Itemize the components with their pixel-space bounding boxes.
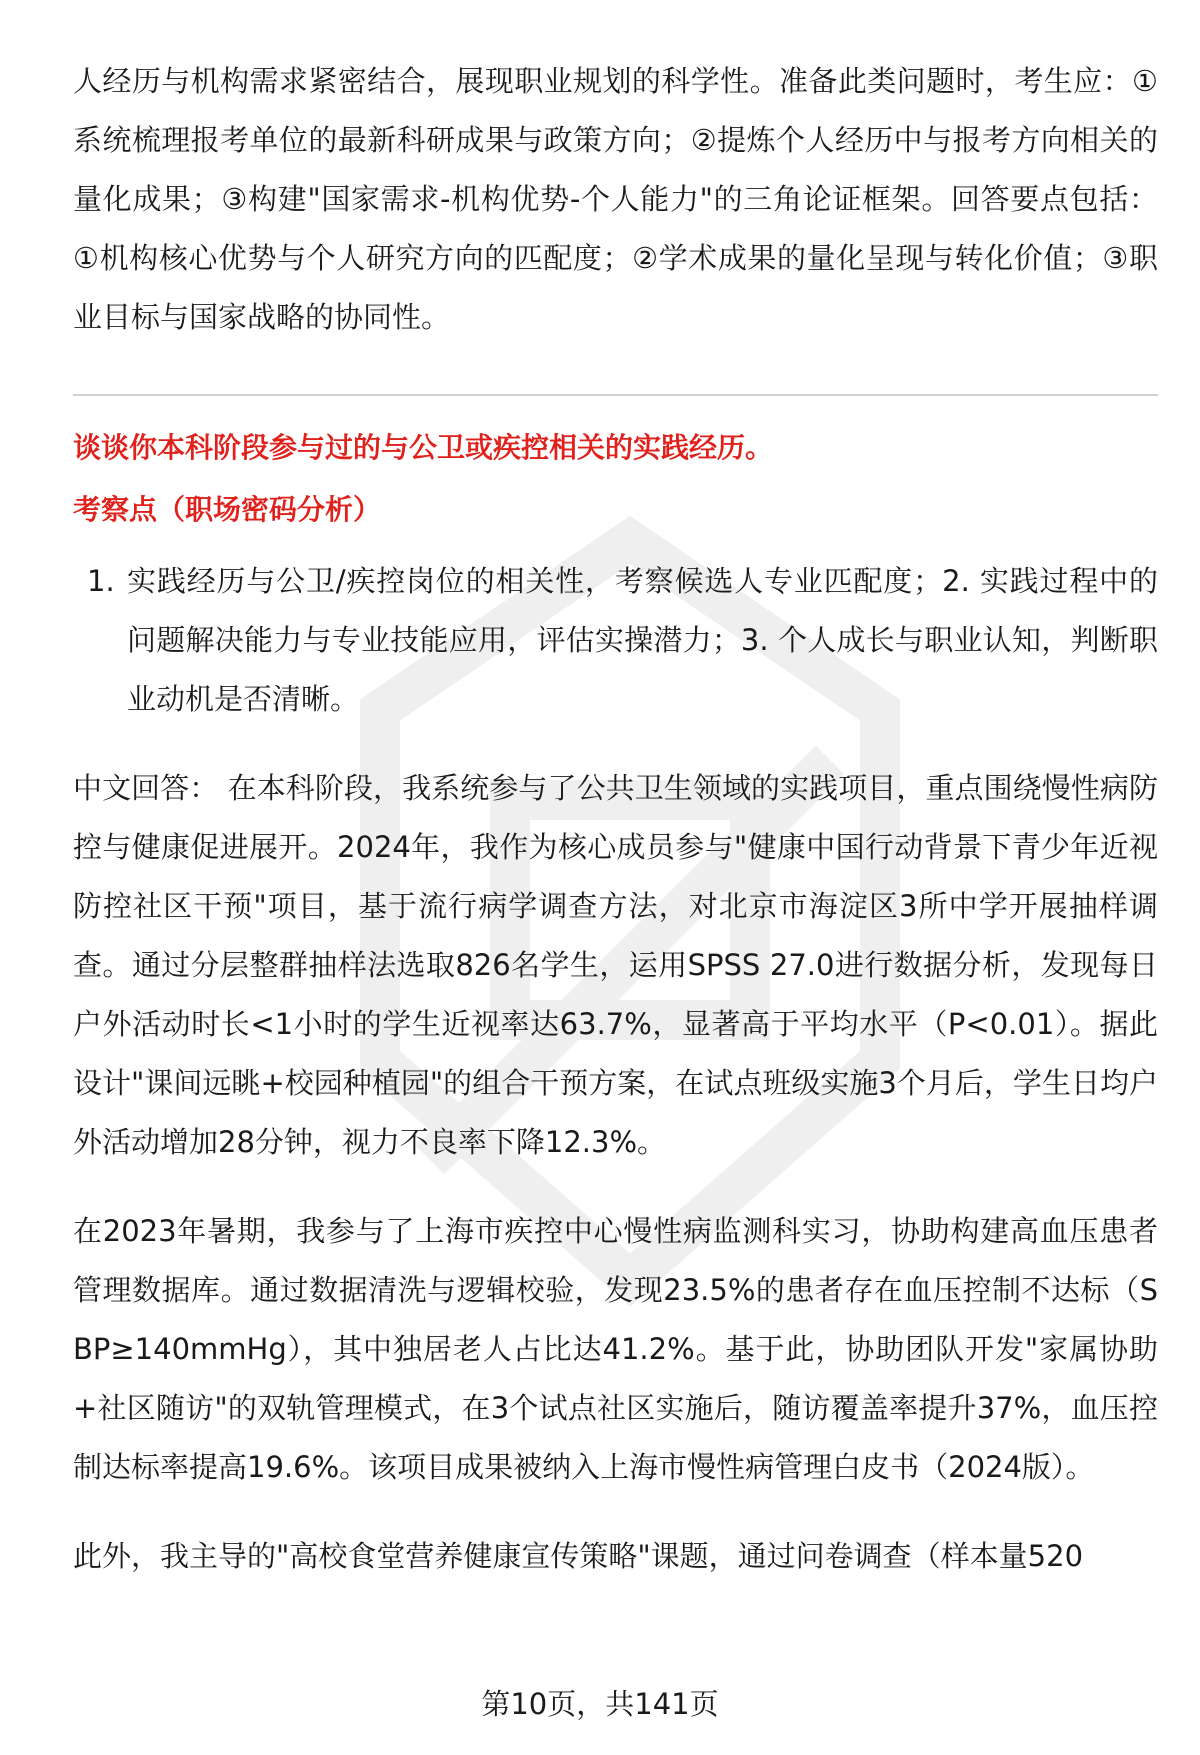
answer-paragraph-1: 中文回答： 在本科阶段，我系统参与了公共卫生领域的实践项目，重点围绕慢性病防控与健康促进展开。2024年，我作为核心成员参与"健康中国行动背景下青少年近视防控社区干预"项目，基于流行病学调查方法，对北京市海淀区3所中学开展抽样调查。通过分层整群抽样法选取826名学生，运用SPSS 27.0进行数据分析，发现每日户外活动时长<1小时的学生近视率达63.7%，显著高于平均水平（P<0.01）。据此设计"课间远眺+校园种植园"的组合干预方案，在试点班级实施3个月后，学生日均户外活动增加28分钟，视力不良率下降12.3%。 <box>73 771 1158 1159</box>
page-number-footer: 第10页，共141页 <box>481 1687 719 1721</box>
points-list <box>73 552 1158 729</box>
intro-paragraph: 人经历与机构需求紧密结合，展现职业规划的科学性。准备此类问题时，考生应：①系统梳理报考单位的最新科研成果与政策方向；②提炼个人经历中与报考方向相关的量化成果；③构建"国家需求-机构优势-个人能力"的三角论证框架。回答要点包括：①机构核心优势与个人研究方向的匹配度；②学术成果的量化呈现与转化价值；③职业目标与国家战略的协同性。 <box>73 64 1158 334</box>
question-heading: 谈谈你本科阶段参与过的与公卫或疾控相关的实践经历。 <box>73 431 774 464</box>
answer-paragraph-3: 此外，我主导的"高校食堂营养健康宣传策略"课题，通过问卷调查（样本量520 <box>73 1539 1084 1573</box>
list-item-text: 实践经历与公卫/疾控岗位的相关性，考察候选人专业匹配度；2. 实践过程中的问题解决能力与专业技能应用，评估实操潜力；3. 个人成长与职业认知，判断职业动机是否清晰。 <box>127 564 1158 716</box>
list-item-number: 1. <box>87 564 115 598</box>
answer-paragraph-2: 在2023年暑期，我参与了上海市疾控中心慢性病监测科实习，协助构建高血压患者管理数据库。通过数据清洗与逻辑校验，发现23.5%的患者存在血压控制不达标（SBP≥140mmHg），其中独居老人占比达41.2%。基于此，协助团队开发"家属协助+社区随访"的双轨管理模式，在3个试点社区实施后，随访覆盖率提升37%，血压控制达标率提高19.6%。该项目成果被纳入上海市慢性病管理白皮书（2024版）。 <box>73 1214 1158 1484</box>
list-item <box>73 552 1158 729</box>
main-content <box>73 52 1158 1586</box>
points-title: 考察点（职场密码分析） <box>73 493 382 526</box>
section-divider <box>73 394 1158 396</box>
